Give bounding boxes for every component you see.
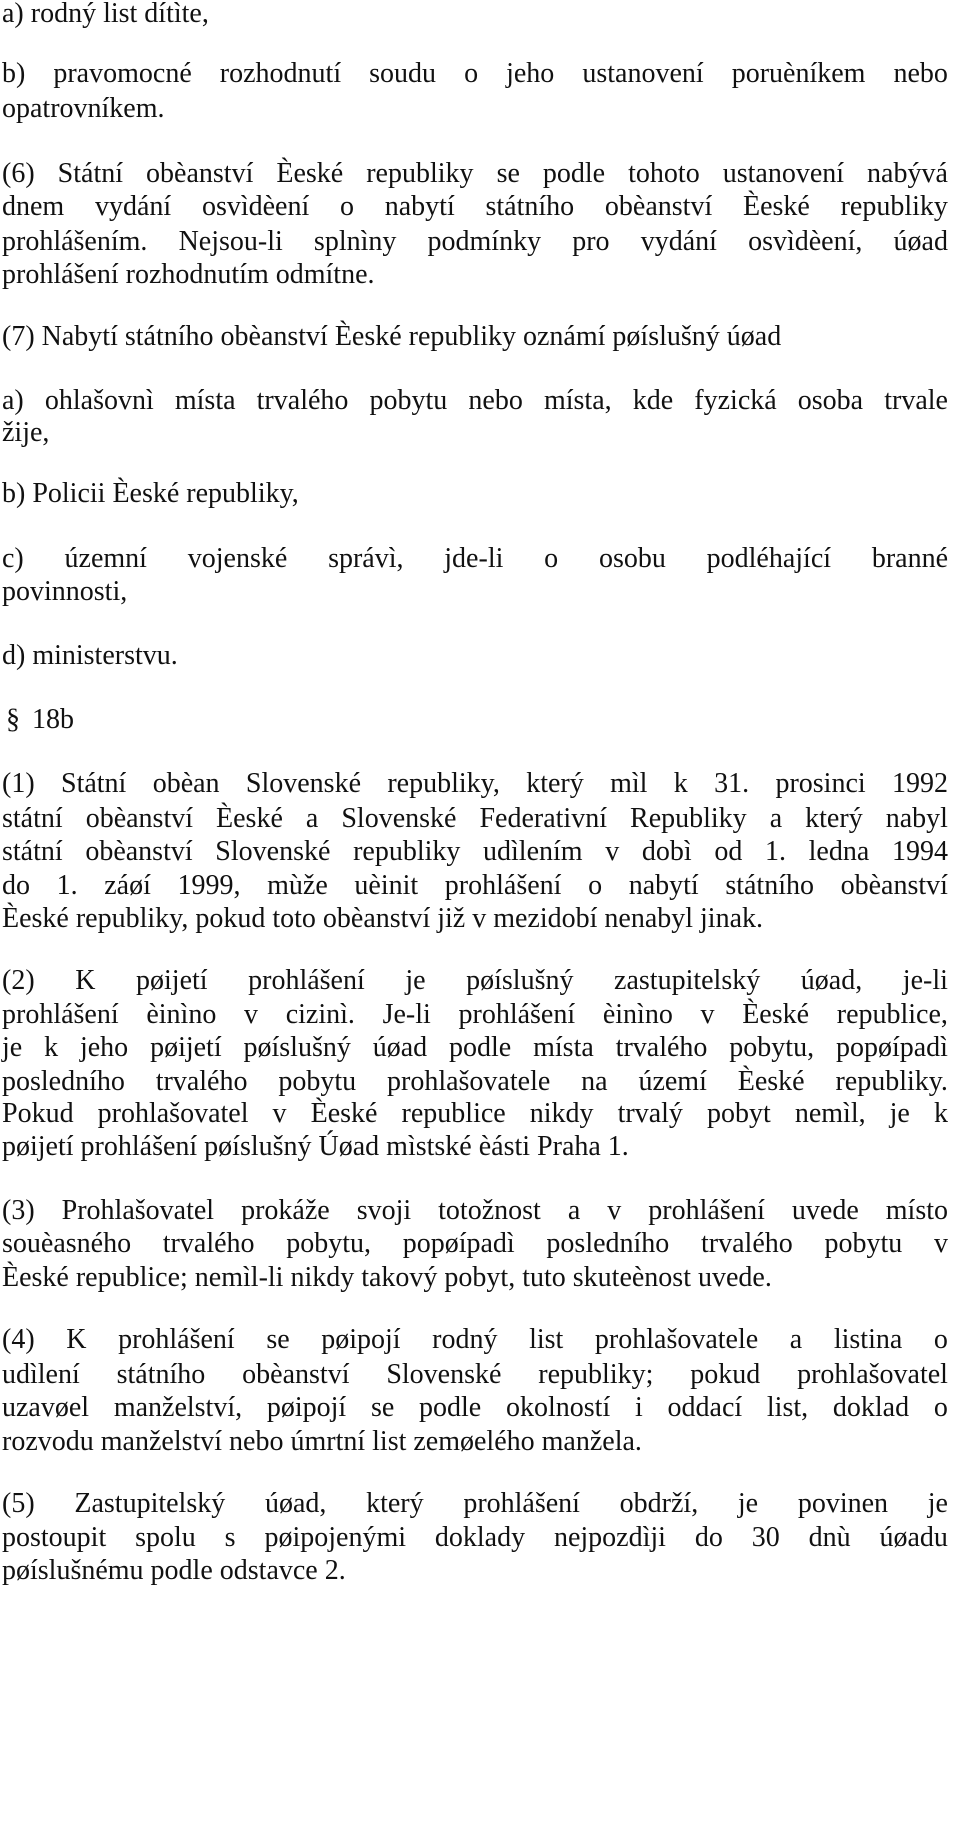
word: spolu (135, 1522, 196, 1553)
word: vojenské (187, 543, 288, 574)
word: nejpozdìji (553, 1522, 666, 1553)
word: branné (871, 543, 948, 574)
word: se (496, 158, 520, 189)
word: o (544, 543, 559, 574)
word: prohlášení (248, 965, 365, 996)
word: republiky; (538, 1359, 654, 1390)
word: o (340, 191, 354, 222)
word: okolností (506, 1392, 611, 1423)
word: je (737, 1488, 759, 1519)
word: popøípadì (402, 1228, 515, 1259)
word: list (529, 1324, 564, 1355)
word: do (694, 1522, 723, 1553)
word: Èeské (276, 158, 344, 189)
text-line (2, 1001, 948, 1029)
word: Federativní (479, 803, 607, 834)
word: zastupitelský (614, 965, 761, 996)
word: a (789, 1324, 803, 1355)
word: pøipojenými (264, 1522, 406, 1553)
word: a (305, 803, 319, 834)
word: posledního (546, 1228, 670, 1259)
word: do (2, 870, 30, 901)
word: o (588, 870, 603, 901)
word: vydání (640, 226, 717, 257)
text-line (2, 1197, 948, 1225)
word: (6) (2, 158, 35, 189)
word: pobytu, (286, 1228, 372, 1259)
text-line: pøijetí prohlášení pøíslušný Úøad mìstské èásti Praha 1. (2, 1131, 629, 1162)
text-line (2, 1230, 948, 1258)
word: pøijetí (136, 965, 208, 996)
word: obdrží, (619, 1488, 699, 1519)
word: obèanství (604, 191, 713, 222)
word: je (927, 1488, 948, 1519)
word: republiky (353, 836, 461, 867)
word: úøad (372, 1032, 428, 1063)
word: list, (766, 1392, 809, 1423)
word: místo (885, 1195, 948, 1226)
word: (1) (2, 768, 35, 799)
word: povinen (797, 1488, 889, 1519)
text-line (2, 1100, 948, 1128)
word: Èeské (737, 1066, 805, 1097)
word: v (605, 836, 620, 867)
word: nebo (468, 385, 523, 416)
word: udìlení (2, 1359, 80, 1390)
word: obèanství (85, 803, 193, 834)
word: trvalý (617, 1098, 683, 1129)
word: pøíslušný (243, 1032, 351, 1063)
word: je-li (902, 965, 948, 996)
word: Pokud (2, 1098, 74, 1129)
word: jeho (506, 58, 555, 89)
word: Zastupitelský (74, 1488, 226, 1519)
word: osoba (797, 385, 864, 416)
word: posledního (2, 1066, 125, 1097)
word: souèasného (2, 1228, 132, 1259)
word: fyzická (694, 385, 777, 416)
text-line (2, 967, 948, 995)
word: a (567, 1195, 581, 1226)
word: který (526, 768, 584, 799)
text-line (2, 228, 948, 256)
text-line: a) rodný list dítìte, (2, 0, 209, 29)
text-line: Èeské republice; nemìl-li nikdy takový pobyt, tuto skuteènost uvede. (2, 1262, 772, 1293)
word: uvede (791, 1195, 859, 1226)
text-line (2, 1326, 948, 1354)
word: a) (2, 385, 24, 416)
word: èinìno (146, 999, 217, 1030)
word: obèan (152, 768, 220, 799)
word: doklady (434, 1522, 526, 1553)
word: 1. (56, 870, 78, 901)
word: nabyl (885, 803, 948, 834)
word: k (933, 1098, 948, 1129)
word: ledna (808, 836, 870, 867)
word: jde-li (444, 543, 504, 574)
word: 1992 (892, 768, 948, 799)
word: doklad (832, 1392, 910, 1423)
word: K (75, 965, 96, 996)
word: Èeské (742, 191, 810, 222)
word: a (769, 803, 783, 834)
word: prohlášení (118, 1324, 235, 1355)
text-line: b) Policii Èeské republiky, (2, 478, 299, 509)
word: prohlášení (2, 999, 119, 1030)
word: místa (174, 385, 236, 416)
text-line (2, 872, 948, 900)
word: tohoto (628, 158, 700, 189)
word: soudu (369, 58, 437, 89)
word: úøad, (800, 965, 863, 996)
word: trvale (884, 385, 948, 416)
word: Slovenské (245, 768, 361, 799)
word: je (405, 965, 426, 996)
word: republiky (366, 158, 474, 189)
word: v (700, 999, 715, 1030)
word: svoji (356, 1195, 412, 1226)
word: s (224, 1522, 236, 1553)
word: Slovenské (215, 836, 331, 867)
word: i (634, 1392, 643, 1423)
word: osobu (598, 543, 666, 574)
word: se (370, 1392, 395, 1423)
word: který (366, 1488, 424, 1519)
text-line (2, 838, 948, 866)
word: dnù (808, 1522, 851, 1553)
word: jeho (79, 1032, 129, 1063)
word: který (805, 803, 863, 834)
word: správì, (328, 543, 404, 574)
word: nemìl, (794, 1098, 866, 1129)
word: záøí (104, 870, 151, 901)
word: listina (833, 1324, 903, 1355)
word: ustanovení (722, 158, 845, 189)
word: Èeské (742, 999, 810, 1030)
text-line (2, 387, 948, 415)
text-line (2, 770, 948, 798)
text-line: pøíslušnému podle odstavce 2. (2, 1555, 346, 1586)
word: státního (725, 870, 814, 901)
word: rozhodnutí (219, 58, 342, 89)
word: prohlašovatele (387, 1066, 551, 1097)
word: b) (2, 58, 26, 89)
word: prosinci (775, 768, 866, 799)
word: dobì (641, 836, 692, 867)
word: (3) (2, 1195, 35, 1226)
word: Státní (57, 158, 124, 189)
text-line (2, 193, 948, 221)
word: podle (449, 1032, 512, 1063)
word: republice (401, 1098, 506, 1129)
word: o (933, 1324, 948, 1355)
word: mìl (610, 768, 648, 799)
section-heading (2, 706, 74, 734)
word: 1994 (891, 836, 948, 867)
word: K (66, 1324, 87, 1355)
text-line (2, 60, 948, 88)
word: prohlašovatel (797, 1359, 948, 1390)
word: Èeské (310, 1098, 378, 1129)
word: pobyt (706, 1098, 771, 1129)
word: Slovenské (386, 1359, 502, 1390)
word: pøíslušný (466, 965, 574, 996)
word: pobytu (278, 1066, 357, 1097)
word: republiky (840, 191, 948, 222)
word: Republiky (630, 803, 747, 834)
word: prohlášení (458, 999, 576, 1030)
word: oddací (667, 1392, 743, 1423)
word: prohlášení (648, 1195, 765, 1226)
word: trvalého (256, 385, 349, 416)
word: pravomocné (53, 58, 192, 89)
text-line: opatrovníkem. (2, 93, 165, 124)
text-line (2, 1034, 948, 1062)
word: 30 (751, 1522, 780, 1553)
word: nikdy (529, 1098, 594, 1129)
word: nabytí (628, 870, 699, 901)
word: èinìno (602, 999, 673, 1030)
text-line (2, 1068, 948, 1096)
word: státního (116, 1359, 206, 1390)
word: pobytu (824, 1228, 903, 1259)
word: Je-li (382, 999, 431, 1030)
word: pøipojí (321, 1324, 401, 1355)
word: prohlašovatele (594, 1324, 759, 1355)
word: 31. (714, 768, 750, 799)
word: mùže (267, 870, 328, 901)
word: osvìdèení (201, 191, 310, 222)
word: uèinit (354, 870, 419, 901)
word: prokáže (241, 1195, 330, 1226)
text-line (2, 545, 948, 573)
word: pro (572, 226, 610, 257)
word: úøad, (264, 1488, 327, 1519)
word: popøípadì (835, 1032, 948, 1063)
word: ustanovení (582, 58, 704, 89)
word: obèanství (85, 836, 193, 867)
word: postoupit (2, 1522, 107, 1553)
word: Slovenské (341, 803, 457, 834)
word: obèanství (242, 1359, 350, 1390)
word: pøipojí (266, 1392, 347, 1423)
word: republiky, (387, 768, 500, 799)
word: poruèníkem (731, 58, 866, 89)
word: trvalého (162, 1228, 255, 1259)
word: cizinì. (285, 999, 355, 1030)
word: osvìdèení, (748, 226, 863, 257)
word: místa, (543, 385, 612, 416)
word: splnìny (313, 226, 397, 257)
word: trvalého (701, 1228, 793, 1259)
word: k (673, 768, 688, 799)
word: prohlášením. (2, 226, 148, 257)
word: 1999, (177, 870, 241, 901)
section-sign: § (6, 704, 20, 735)
word: se (266, 1324, 290, 1355)
word: totožnost (438, 1195, 541, 1226)
word: je (2, 1032, 23, 1063)
word: republiky. (835, 1066, 948, 1097)
word: úøadu (879, 1522, 948, 1553)
word: c) (2, 543, 24, 574)
text-line (2, 1524, 948, 1552)
word: od (714, 836, 743, 867)
word: o (933, 1392, 948, 1423)
word: v (244, 999, 259, 1030)
word: trvalého (615, 1032, 708, 1063)
word: prohlašovatel (97, 1098, 249, 1129)
word: místa (533, 1032, 594, 1063)
word: územní (64, 543, 147, 574)
word: o (464, 58, 479, 89)
word: manželství, (113, 1392, 243, 1423)
word: obèanství (840, 870, 948, 901)
word: Prohlašovatel (61, 1195, 215, 1226)
word: Èeské (216, 803, 283, 834)
text-line: prohlášení rozhodnutím odmítne. (2, 259, 375, 290)
text-line: (7) Nabytí státního obèanství Èeské republiky oznámí pøíslušný úøad (2, 321, 782, 352)
word: nabývá (867, 158, 948, 189)
text-line (2, 1490, 948, 1518)
word: ohlašovnì (44, 385, 154, 416)
text-line: povinnosti, (2, 576, 128, 607)
word: 1. (764, 836, 786, 867)
word: je (889, 1098, 910, 1129)
word: podle (542, 158, 606, 189)
word: vydání (94, 191, 172, 222)
word: Nejsou-li (178, 226, 283, 257)
word: státní (2, 836, 63, 867)
section-number: 18b (32, 704, 74, 735)
word: prohlášení (444, 870, 562, 901)
word: v (607, 1195, 622, 1226)
word: pobytu, (729, 1032, 815, 1063)
word: udìlením (483, 836, 583, 867)
word: trvalého (155, 1066, 248, 1097)
word: dnem (2, 191, 65, 222)
word: státního (485, 191, 575, 222)
word: v (272, 1098, 287, 1129)
word: nebo (893, 58, 948, 89)
word: (2) (2, 965, 35, 996)
text-line: žije, (2, 417, 50, 448)
text-line (2, 1394, 948, 1422)
word: podle (419, 1392, 482, 1423)
word: (5) (2, 1488, 35, 1519)
word: prohlášení (463, 1488, 580, 1519)
text-line (2, 160, 948, 188)
word: (4) (2, 1324, 35, 1355)
word: nabytí (384, 191, 455, 222)
word: kde (632, 385, 674, 416)
word: pøijetí (150, 1032, 222, 1063)
word: pokud (690, 1359, 761, 1390)
word: obèanství (146, 158, 254, 189)
word: uzavøel (2, 1392, 90, 1423)
word: k (44, 1032, 59, 1063)
word: Státní (61, 768, 127, 799)
word: úøad (893, 226, 948, 257)
text-line (2, 805, 948, 833)
word: v (933, 1228, 948, 1259)
text-line: rozvodu manželství nebo úmrtní list zemøelého manžela. (2, 1426, 642, 1457)
word: podléhající (706, 543, 832, 574)
word: státní (2, 803, 63, 834)
text-line: d) ministerstvu. (2, 640, 178, 671)
word: území (638, 1066, 707, 1097)
word: podmínky (427, 226, 542, 257)
text-line: Èeské republiky, pokud toto obèanství již v mezidobí nenabyl jinak. (2, 903, 764, 934)
word: rodný (432, 1324, 498, 1355)
word: na (581, 1066, 608, 1097)
word: republice, (836, 999, 948, 1030)
text-line (2, 1361, 948, 1389)
word: pobytu (369, 385, 448, 416)
